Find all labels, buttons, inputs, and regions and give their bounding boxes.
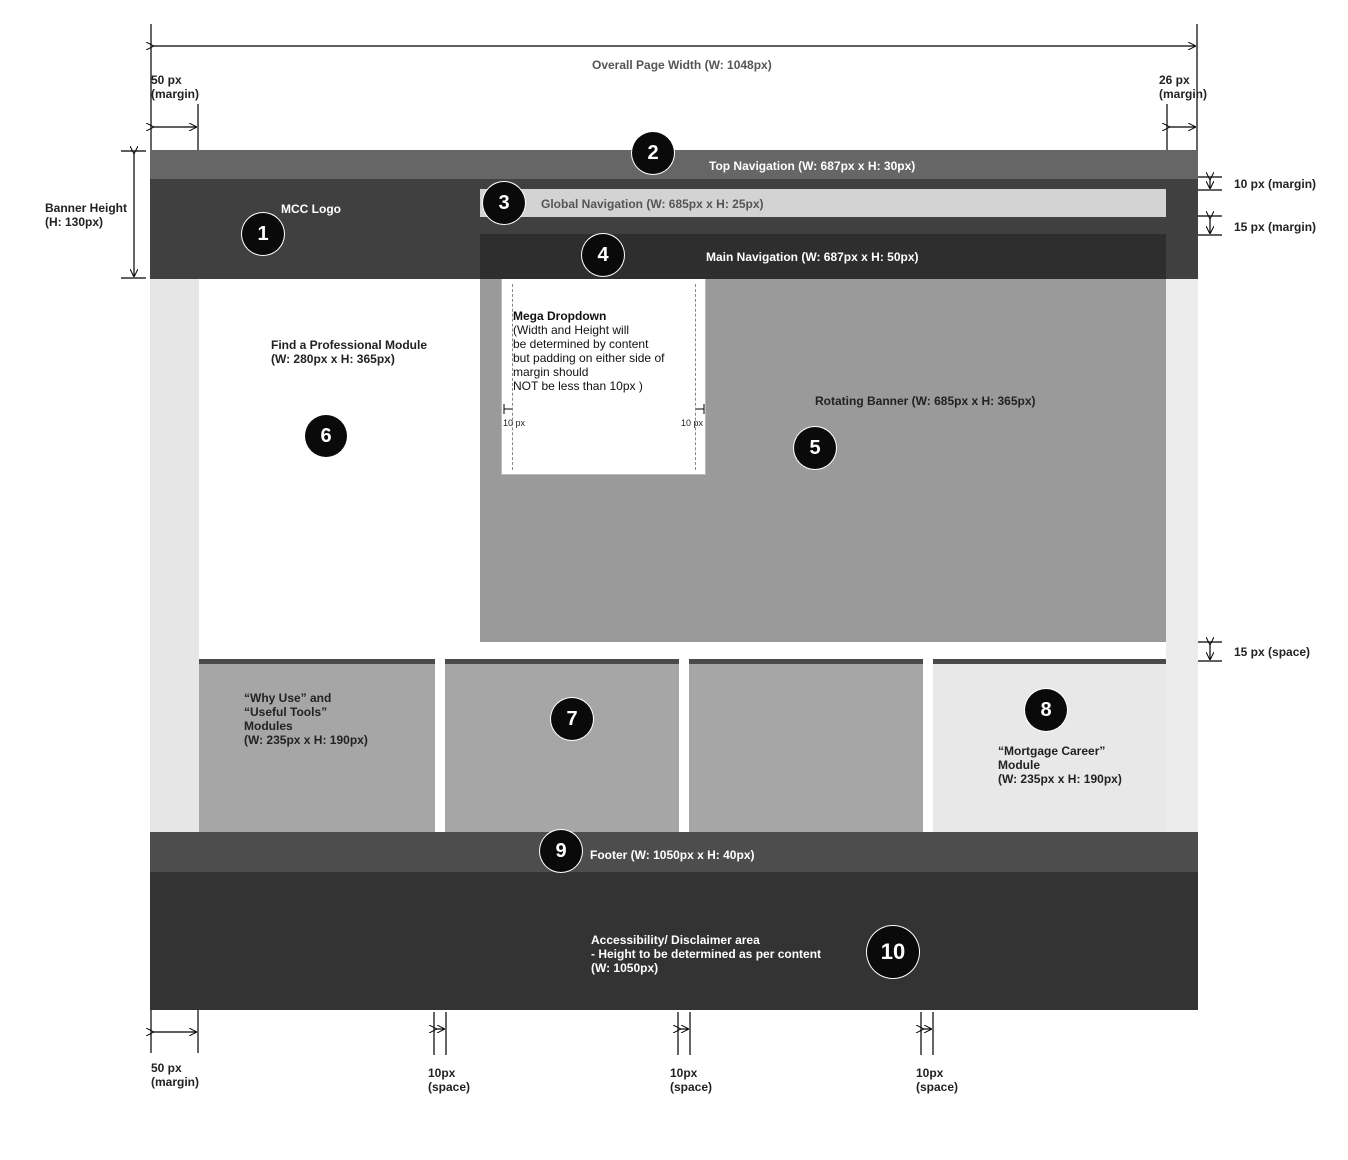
right-margin-note-label: (margin) [1159,87,1207,101]
badge-3: 3 [483,182,525,224]
find-professional-module [199,279,480,642]
right-margin-px-label: 26 px [1159,73,1190,87]
badge-8: 8 [1025,689,1067,731]
badge-5: 5 [794,427,836,469]
why-use-label-3: Modules [244,719,293,733]
space-3-note-label: (space) [916,1080,959,1094]
mcc-logo-label: MCC Logo [281,202,341,216]
useful-tools-module [445,659,679,832]
space-2-px-label: 10px [670,1066,698,1080]
overall-width-label: Overall Page Width (W: 1048px) [592,58,772,72]
mortgage-career-label-2: Module [998,758,1040,772]
why-use-label-1: “Why Use” and [244,691,332,705]
mega-dropdown-line-5: NOT be less than 10px ) [513,379,643,393]
left-margin-note-label: (margin) [151,87,199,101]
space-3-px-label: 10px [916,1066,944,1080]
right-gutter [1166,279,1198,832]
space-2-note-label: (space) [670,1080,713,1094]
footer-label: Footer (W: 1050px x H: 40px) [590,848,755,862]
why-use-label-4: (W: 235px x H: 190px) [244,733,368,747]
global-navigation-label: Global Navigation (W: 685px x H: 25px) [541,197,764,211]
badge-2: 2 [632,132,674,174]
top-navigation-bar [150,150,1198,179]
mega-dropdown-title: Mega Dropdown [513,309,607,323]
mortgage-career-label-1: “Mortgage Career” [998,744,1106,758]
left-gutter [150,279,199,832]
why-use-label-2: “Useful Tools” [244,705,328,719]
badge-1: 1 [242,213,284,255]
banner-height-value-label: (H: 130px) [45,215,104,229]
accessibility-label-1: Accessibility/ Disclaimer area [591,933,760,947]
badge-4: 4 [582,234,624,276]
mega-dropdown-line-2: be determined by content [513,337,649,351]
mortgage-career-label-3: (W: 235px x H: 190px) [998,772,1122,786]
badge-7: 7 [551,698,593,740]
third-module [689,659,923,832]
bottom-margin-px-label: 50 px [151,1061,182,1075]
left-margin-px-label: 50 px [151,73,182,87]
mega-dropdown-line-4: margin should [513,365,589,379]
banner-height-label: Banner Height [45,201,128,215]
mega-padding-right-label: 10 px [681,418,704,428]
space-15-label: 15 px (space) [1234,645,1311,659]
margin-15-label: 15 px (margin) [1234,220,1317,234]
accessibility-label-2: - Height to be determined as per content [591,947,822,961]
space-1-px-label: 10px [428,1066,456,1080]
mega-dropdown-line-1: (Width and Height will [513,323,630,337]
find-professional-label: Find a Professional Module [271,338,428,352]
badge-10: 10 [867,926,919,978]
main-navigation-label: Main Navigation (W: 687px x H: 50px) [706,250,919,264]
mega-padding-left-label: 10 px [503,418,526,428]
accessibility-label-3: (W: 1050px) [591,961,659,975]
badge-9: 9 [540,830,582,872]
top-navigation-label: Top Navigation (W: 687px x H: 30px) [709,159,916,173]
space-1-note-label: (space) [428,1080,471,1094]
margin-10-label: 10 px (margin) [1234,177,1317,191]
bottom-margin-note-label: (margin) [151,1075,199,1089]
rotating-banner-label: Rotating Banner (W: 685px x H: 365px) [815,394,1036,408]
badge-6: 6 [305,415,347,457]
find-professional-size-label: (W: 280px x H: 365px) [271,352,395,366]
mega-dropdown-padding-guide-right [695,284,696,470]
mega-dropdown-line-3: but padding on either side of [513,351,665,365]
